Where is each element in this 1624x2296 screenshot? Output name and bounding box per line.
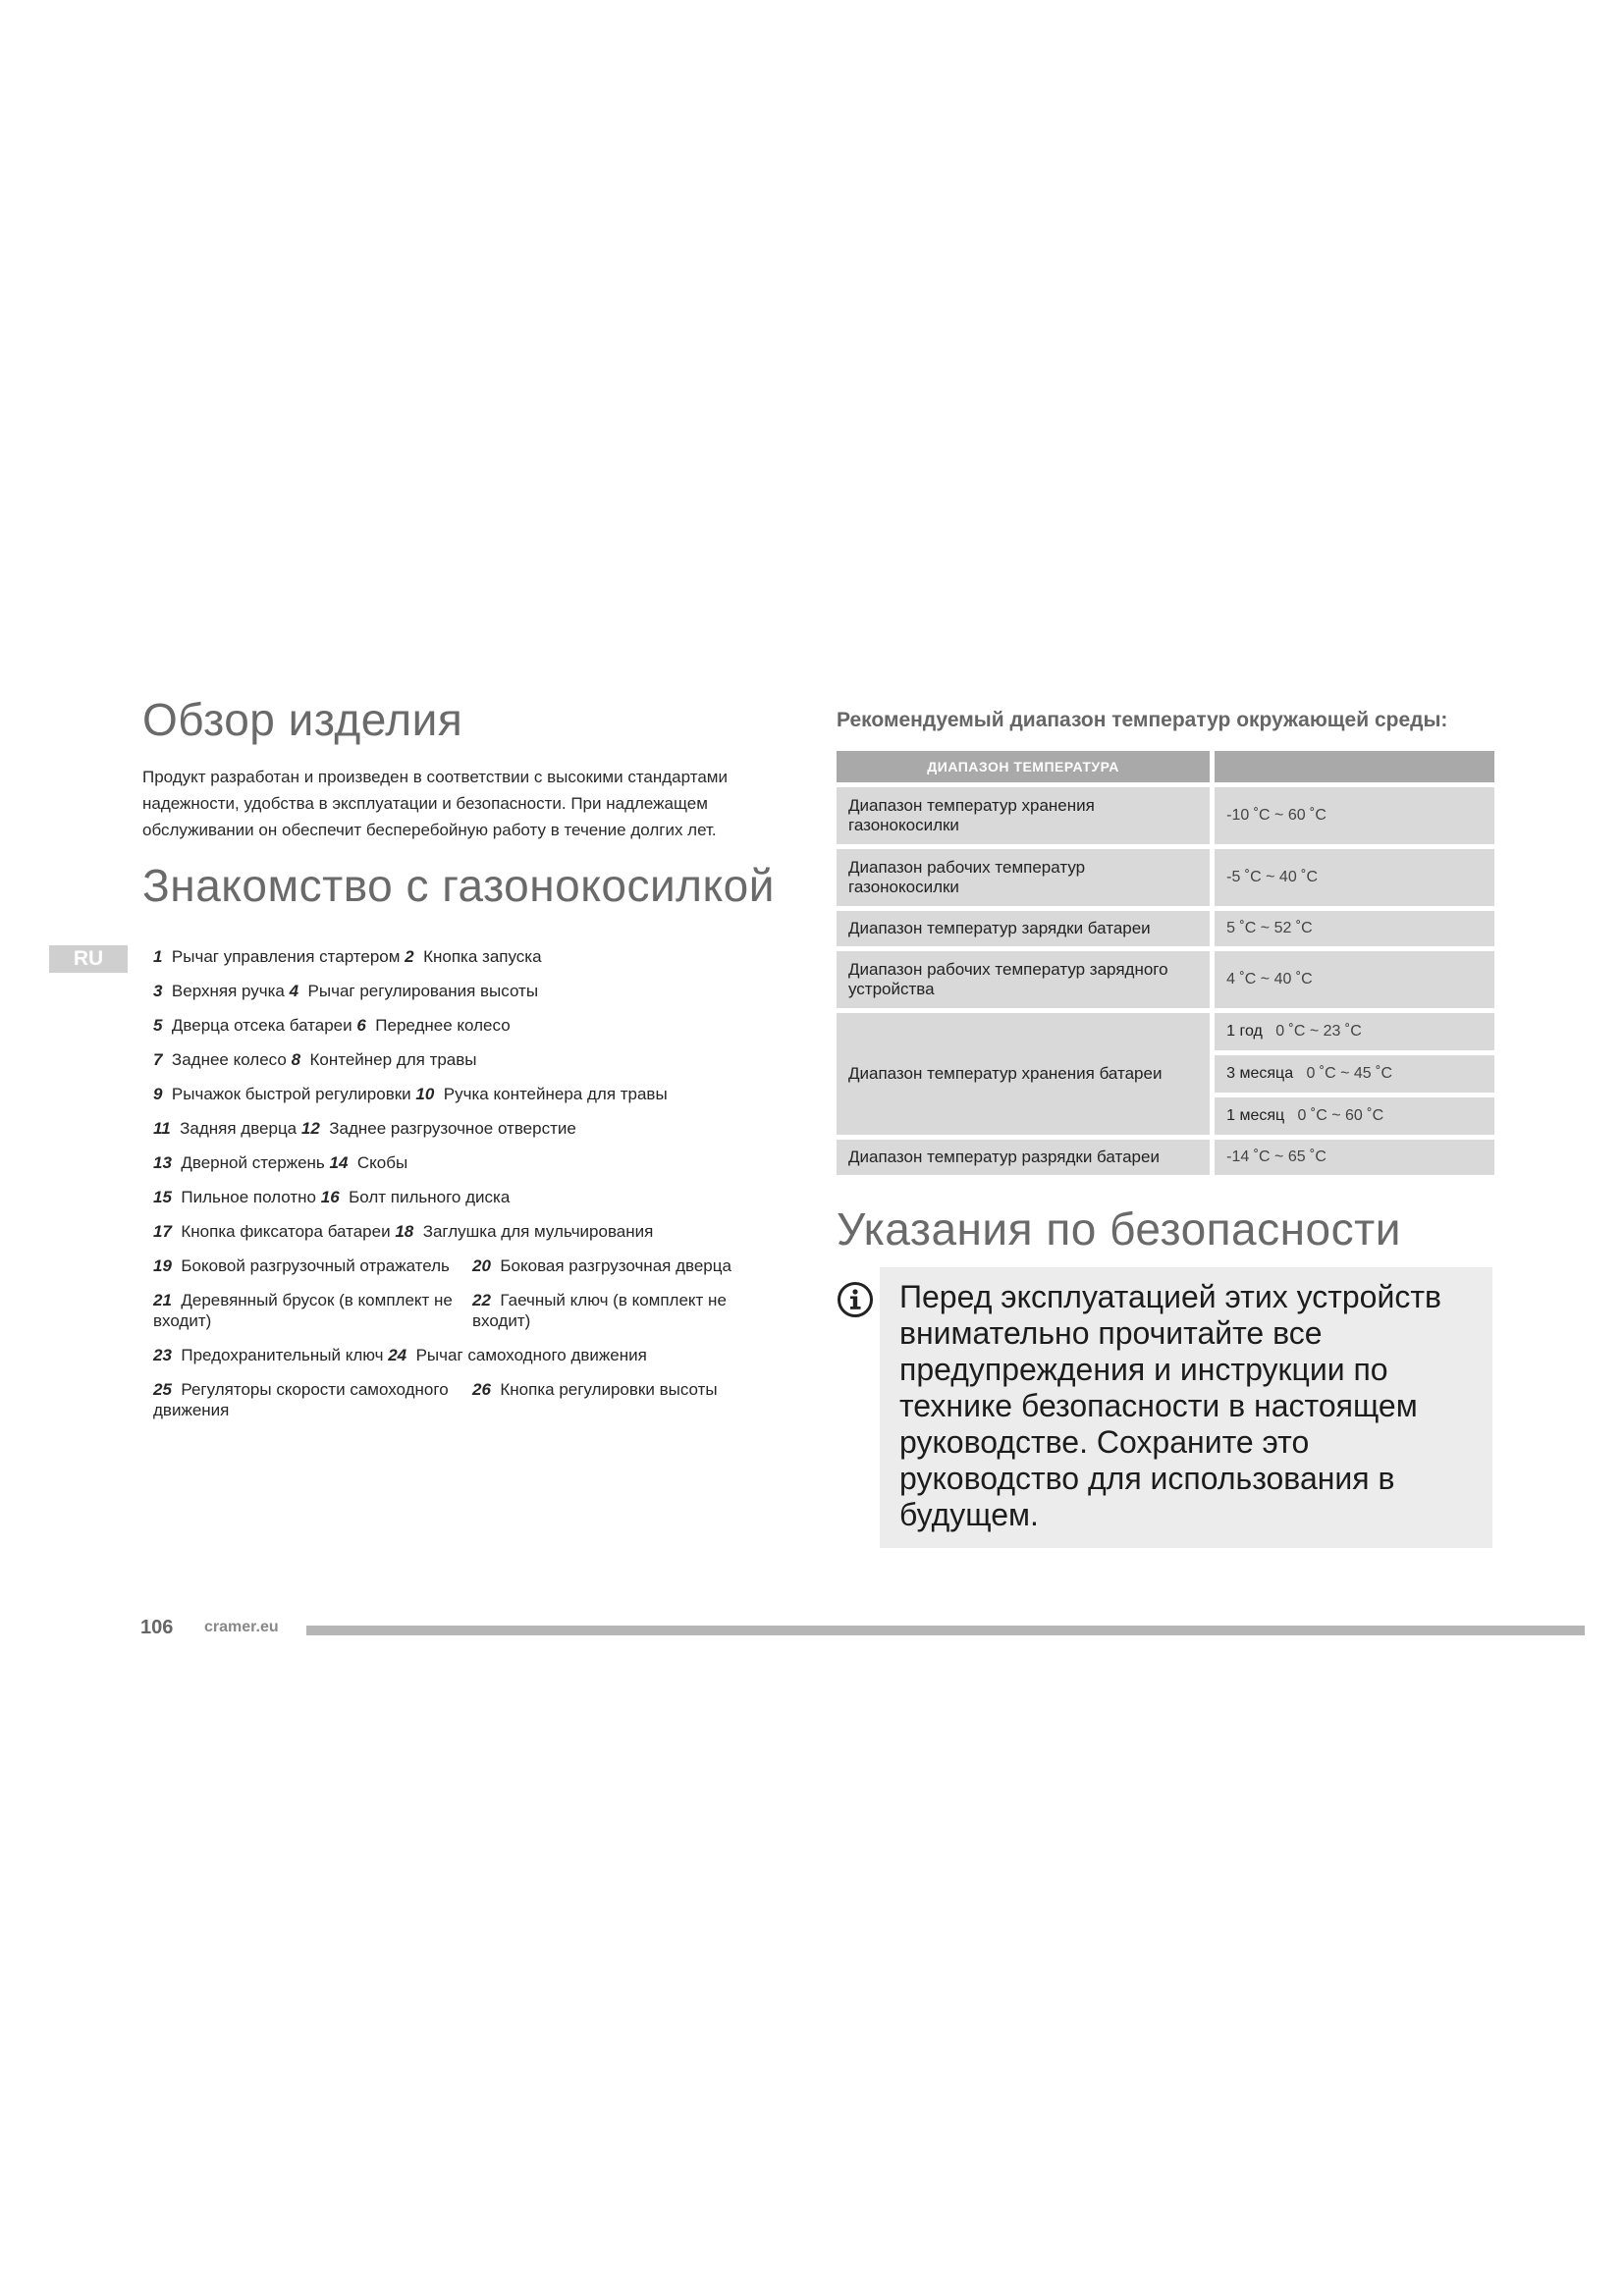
list-item: 13 Дверной стержень 14 Скобы: [153, 1153, 408, 1172]
temperature-title: Рекомендуемый диапазон температур окружающей среды:: [837, 709, 1448, 731]
discharge-value: -14 ˚C ~ 65 ˚C: [1215, 1140, 1494, 1175]
warning-text: Перед эксплуатацией этих устройств внимательно прочитайте все предупреждения и инструкции по технике безопасности в настоящем руководстве. Сохраните это руководство для использования в будущем.: [899, 1279, 1441, 1532]
part-entry: 19 Боковой разгрузочный отражатель: [153, 1256, 450, 1275]
battery-storage-value: 3 месяца 0 ˚C ~ 45 ˚C: [1215, 1055, 1494, 1093]
battery-storage-value: 1 месяц 0 ˚C ~ 60 ˚C: [1215, 1097, 1494, 1135]
meet-title: Знакомство с газонокосилкой: [142, 860, 775, 911]
battery-storage-label: Диапазон температур хранения батареи: [837, 1013, 1210, 1135]
list-item: 17 Кнопка фиксатора батареи 18 Заглушка для мульчирования: [153, 1222, 654, 1241]
discharge-label: Диапазон температур разрядки батареи: [837, 1140, 1210, 1175]
part-entry: 25 Регуляторы скорости самоходного движения: [153, 1380, 449, 1419]
battery-storage-value: 1 год 0 ˚C ~ 23 ˚C: [1215, 1013, 1494, 1050]
temperature-table: [832, 746, 1499, 1180]
footer-rule: [306, 1626, 1585, 1635]
info-icon: [837, 1281, 874, 1318]
list-item: [153, 1290, 782, 1331]
table-row-label: Диапазон рабочих температур зарядного устройства: [837, 951, 1210, 1008]
overview-intro: Продукт разработан и произведен в соответствии с высокими стандартами надежности, удобства в эксплуатации и безопасности. При надлежащем обслуживании он обеспечит бесперебойную работу в течение долгих лет.: [142, 768, 728, 839]
table-row-value: 5 ˚C ~ 52 ˚C: [1215, 911, 1494, 946]
list-item: 11 Задняя дверца 12 Заднее разгрузочное отверстие: [153, 1119, 576, 1138]
list-item: 23 Предохранительный ключ 24 Рычаг самоходного движения: [153, 1346, 647, 1364]
list-item: 15 Пильное полотно 16 Болт пильного диска: [153, 1188, 511, 1206]
table-row-label: Диапазон температур зарядки батареи: [837, 911, 1210, 946]
part-entry: 26 Кнопка регулировки высоты: [472, 1380, 718, 1399]
list-item: [153, 1255, 782, 1276]
page-number: 106: [140, 1617, 174, 1638]
list-item: 5 Дверца отсека батареи 6 Переднее колесо: [153, 1016, 511, 1035]
list-item: 7 Заднее колесо 8 Контейнер для травы: [153, 1050, 477, 1069]
parts-list: [153, 946, 782, 1434]
list-item: 9 Рычажок быстрой регулировки 10 Ручка контейнера для травы: [153, 1085, 668, 1103]
table-row-label: Диапазон рабочих температур газонокосилки: [837, 849, 1210, 906]
table-row-label: Диапазон температур хранения газонокосилки: [837, 787, 1210, 844]
part-entry: 22 Гаечный ключ (в комплект не входит): [472, 1291, 727, 1330]
table-header-range: ДИАПАЗОН ТЕМПЕРАТУРА: [837, 751, 1210, 782]
list-item: 3 Верхняя ручка 4 Рычаг регулирования высоты: [153, 982, 539, 1000]
table-header-value: [1215, 751, 1494, 782]
site-name: cramer.eu: [204, 1619, 279, 1635]
safety-title: Указания по безопасности: [837, 1203, 1401, 1255]
list-item: [153, 1379, 782, 1420]
overview-title: Обзор изделия: [142, 694, 463, 745]
table-row-value: -5 ˚C ~ 40 ˚C: [1215, 849, 1494, 906]
table-row-value: -10 ˚C ~ 60 ˚C: [1215, 787, 1494, 844]
part-entry: 20 Боковая разгрузочная дверца: [472, 1256, 731, 1275]
table-row-value: 4 ˚C ~ 40 ˚C: [1215, 951, 1494, 1008]
language-badge: RU: [49, 945, 128, 973]
list-item: 1 Рычаг управления стартером 2 Кнопка запуска: [153, 947, 542, 966]
part-entry: 21 Деревянный брусок (в комплект не входит): [153, 1291, 453, 1330]
